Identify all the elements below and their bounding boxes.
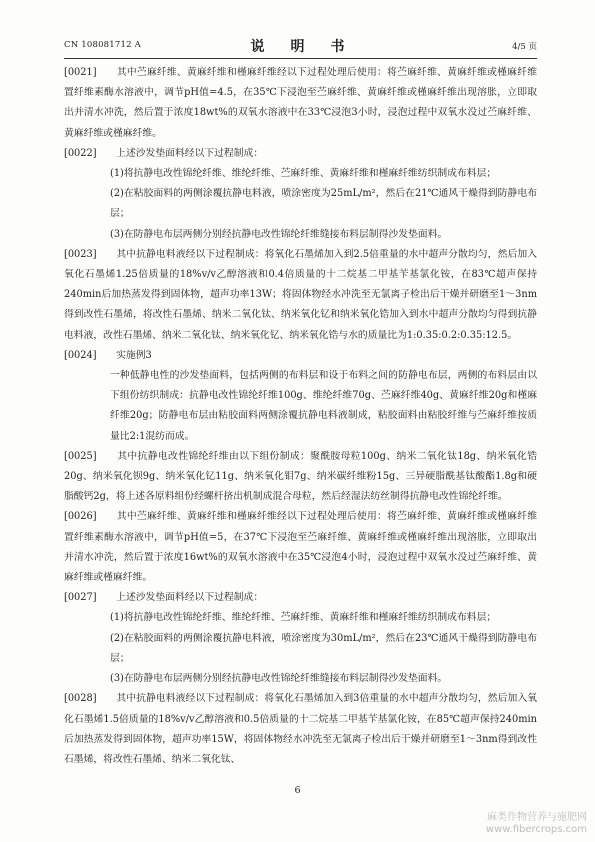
page-reference: 4/5 页 [512, 42, 537, 52]
paragraph-0024: [0024] 实施例3 [64, 349, 152, 361]
step-item: (2)在粘胶面料的两侧涂覆抗静电料液，喷涂密度为30mL/m²，然后在23℃通风干燥得到防静电布层； [110, 632, 537, 664]
paragraph-0026: [0026] 其中苎麻纤维、黄麻纤维和槿麻纤维经以下过程处理后使用：将苎麻纤维、黄麻纤维或槿麻纤维置纤维素酶水溶液中，调节pH值=5，在37℃下浸泡至苎麻纤维、黄麻纤维或槿麻纤维出现溶胀，立即取出并清水冲洗，然后置于浓度16wt%的双氧水溶液中在35℃浸泡4小时，浸泡过程中双氧水没过苎麻纤维、黄麻纤维或槿麻纤维。 [64, 511, 538, 584]
document-title: 说 明 书 [250, 39, 351, 55]
patent-number: CN 108081712 A [64, 40, 141, 50]
step-item: (2)在粘胶面料的两侧涂覆抗静电料液，喷涂密度为25mL/m²，然后在21℃通风干燥得到防静电布层； [110, 188, 537, 220]
paragraph-0028: [0028] 其中抗静电料液经以下过程制成：将氧化石墨烯加入到3倍重量的水中超声分散均匀，然后加入氧化石墨烯1.5倍质量的18%v/v乙醇溶液和0.5倍质量的十二烷基二甲基苄基氯化铵，在85℃超声保持240min后加热蒸发得到固体物，超声功率15W，将固体物经水冲洗至无氯离子检出后干燥并研磨至1～3nm得到改性石墨烯，将改性石墨烯、纳米二氧化钛、 [64, 693, 538, 765]
example-description: 一种低静电性的沙发垫面料，包括两侧的布料层和设于布料之间的防静电布层，两侧的布料层由以下组份纺织制成：抗静电改性锦纶纤维100g、维纶纤维70g、苎麻纤维40g、黄麻纤维20g和槿麻纤维20g；防静电布层由粘胶面料两侧涂覆抗静电料液制成，粘胶面料由粘胶纤维与苎麻纤维按质量比2:1混纺而成。 [110, 370, 537, 442]
header-rule [64, 58, 537, 59]
page-number: 6 [294, 785, 301, 796]
document-body [64, 63, 537, 770]
step-item: (1)将抗静电改性锦纶纤维、维纶纤维、苎麻纤维、黄麻纤维和槿麻纤维纺织制成布料层； [110, 168, 497, 180]
step-item: (1)将抗静电改性锦纶纤维、维纶纤维、苎麻纤维、黄麻纤维和槿麻纤维纺织制成布料层； [110, 612, 497, 624]
step-item: (3)在防静电布层两侧分别经抗静电改性锦纶纤维缝接布料层制得沙发垫面料。 [110, 673, 448, 685]
paragraph-0027: [0027] 上述沙发垫面料经以下过程制成： [64, 592, 264, 604]
site-watermark: 麻类作物营养与施肥网 www.fibercrops.com [485, 812, 587, 835]
step-item: (3)在防静电布层两侧分别经抗静电改性锦纶纤维缝接布料层制得沙发垫面料。 [110, 228, 448, 240]
page-header [64, 36, 537, 56]
paragraph-0022: [0022] 上述沙发垫面料经以下过程制成： [64, 147, 264, 159]
paragraph-0025: [0025] 其中抗静电改性锦纶纤维由以下组份制成：聚酰胺母粒100g、纳米二氧化钛18g、纳米氧化锆20g、纳米氧化钡9g、纳米氧化钇11g、纳米氧化钼7g、纳米碳纤维粉15g、三异硬脂酰基钛酸酯1.8g和硬脂酸钙2g，将上述各原料组份经螺杆挤出机制成混合母粒，然后经湿法纺丝制得抗静电改性锦纶纤维。 [64, 450, 537, 503]
paragraph-0021: [0021] 其中苎麻纤维、黄麻纤维和槿麻纤维经以下过程处理后使用：将苎麻纤维、黄麻纤维或槿麻纤维置纤维素酶水溶液中，调节pH值=4.5，在35℃下浸泡至苎麻纤维、黄麻纤维或槿麻纤维出现溶胀，立即取出并清水冲洗，然后置于浓度18wt%的双氧水溶液中在33℃浸泡3小时，浸泡过程中双氧水没过苎麻纤维、黄麻纤维或槿麻纤维。 [64, 67, 538, 139]
paragraph-0023: [0023] 其中抗静电料液经以下过程制成：将氧化石墨烯加入到2.5倍重量的水中超声分散均匀，然后加入氧化石墨烯1.25倍质量的18%v/v乙醇溶液和0.4倍质量的十二烷基二甲基苄基氯化铵，在83℃超声保持240min后加热蒸发得到固体物，超声功率13W；将固体物经水冲洗至无氯离子检出后干燥并研磨至1～3nm得到改性石墨烯，将改性石墨烯、纳米二氧化钛、纳米氧化钇和纳米氧化锆加入到水中超声分散均匀得到抗静电料液，改性石墨烯、纳米二氧化钛、纳米氧化钇、纳米氧化锆与水的质量比为1:0.35:0.2:0.35:12.5。 [64, 248, 537, 341]
